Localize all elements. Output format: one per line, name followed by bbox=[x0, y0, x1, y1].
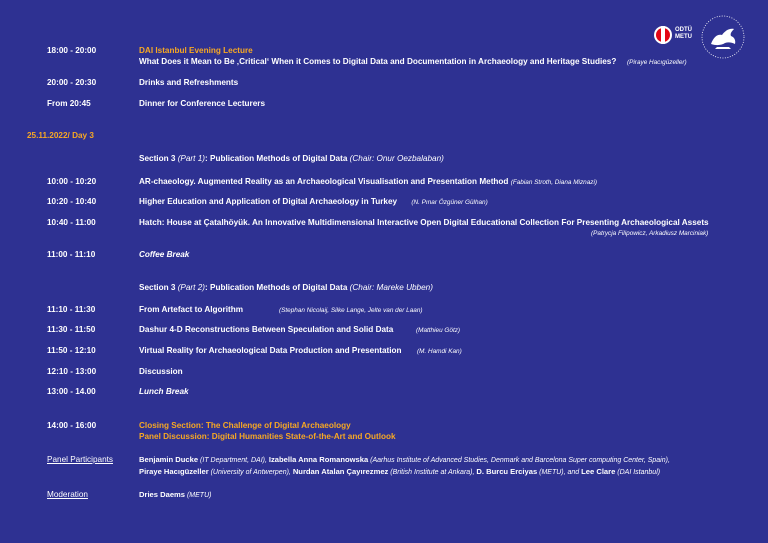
section-heading bbox=[139, 154, 444, 163]
section-title: : Publication Methods of Digital Data bbox=[205, 154, 348, 163]
participant-name: Benjamin Ducke bbox=[139, 455, 199, 464]
talk-speaker: (Stephan Nicolaij, Silke Lange, Jelte van der Laan) bbox=[279, 307, 423, 314]
participant-affiliation: (DAI Istanbul) bbox=[615, 469, 661, 476]
participant-name: Piraye Hacıgüzeller bbox=[139, 467, 209, 476]
talk-time: 10:00 - 10:20 bbox=[47, 177, 97, 186]
talk-title: Virtual Reality for Archaeological Data Production and Presentation bbox=[139, 346, 402, 355]
participant-affiliation: (Aarhus Institute of Advanced Studies, Denmark and Barcelona Super computing Center, Spain), bbox=[368, 457, 670, 464]
talk-time: 10:20 - 10:40 bbox=[47, 197, 97, 206]
moderator bbox=[139, 490, 211, 499]
dinner-label: Dinner for Conference Lecturers bbox=[139, 99, 266, 108]
talk-time: 11:50 - 12:10 bbox=[47, 346, 96, 355]
panel-participants-line2 bbox=[139, 467, 660, 476]
participant-name: Lee Clare bbox=[581, 467, 616, 476]
day-heading: 25.11.2022/ Day 3 bbox=[27, 131, 94, 140]
lunch-break-label: Lunch Break bbox=[139, 387, 189, 396]
drinks-time: 20:00 - 20:30 bbox=[47, 78, 97, 87]
odtu-logo-text: ODTÜ bbox=[675, 27, 692, 33]
participant-affiliation: (British Institute at Ankara), bbox=[388, 469, 477, 476]
evening-lecture-speaker: (Piraye Hacıgüzeller) bbox=[627, 59, 687, 66]
talk-time: 11:10 - 11:30 bbox=[47, 305, 96, 314]
moderation-label: Moderation bbox=[47, 490, 88, 499]
talk-speaker: (M. Hamdi Kan) bbox=[417, 348, 462, 355]
participant-name: Nurdan Atalan Çayırezmez bbox=[292, 467, 389, 476]
evening-lecture-title: DAI Istanbul Evening Lecture bbox=[139, 46, 253, 55]
section-chair: (Chair: Mareke Ubben) bbox=[349, 283, 433, 292]
talk-title: Dashur 4-D Reconstructions Between Speculation and Solid Data bbox=[139, 325, 394, 334]
participant-name: Izabella Anna Romanowska bbox=[268, 455, 369, 464]
panel-discussion-title: Panel Discussion: Digital Humanities State-of-the-Art and Outlook bbox=[139, 432, 396, 441]
moderator-name: Dries Daems bbox=[139, 490, 186, 499]
drinks-label: Drinks and Refreshments bbox=[139, 78, 239, 87]
talk-speaker: (N. Pınar Özgüner Gülhan) bbox=[411, 199, 488, 206]
lunch-time: 13:00 - 14.00 bbox=[47, 387, 96, 396]
section-heading bbox=[139, 283, 433, 292]
participant-name: D. Burcu Erciyas bbox=[476, 467, 538, 476]
section-part: (Part 2) bbox=[177, 283, 205, 292]
section-title: : Publication Methods of Digital Data bbox=[205, 283, 348, 292]
institute-seal-icon bbox=[700, 14, 746, 60]
talk-speaker: (Matthieu Götz) bbox=[416, 327, 461, 334]
participant-affiliation: (IT Department, DAI), bbox=[198, 457, 269, 464]
panel-participants-label: Panel Participants bbox=[47, 455, 113, 464]
participant-affiliation: (University of Antwerpen), bbox=[208, 469, 293, 476]
section-part: (Part 1) bbox=[177, 154, 205, 163]
section-prefix: Section 3 bbox=[139, 283, 176, 292]
moderator-affiliation: (METU) bbox=[185, 492, 212, 499]
coffee-time: 11:00 - 11:10 bbox=[47, 250, 96, 259]
talk-title: Higher Education and Application of Digital Archaeology in Turkey (N. Pınar Özgüner Gülhan) bbox=[139, 197, 488, 206]
metu-logo-text: METU bbox=[675, 34, 692, 40]
discussion-time: 12:10 - 13:00 bbox=[47, 367, 97, 376]
talk-speaker: (Patrycja Filipowicz, Arkadiusz Marciniak) bbox=[591, 230, 709, 237]
odtu-logo bbox=[651, 22, 695, 52]
odtu-emblem-icon bbox=[654, 26, 672, 44]
evening-lecture-time: 18:00 - 20:00 bbox=[47, 46, 97, 55]
closing-time: 14:00 - 16:00 bbox=[47, 421, 97, 430]
discussion-label: Discussion bbox=[139, 367, 183, 376]
coffee-break-label: Coffee Break bbox=[139, 250, 190, 259]
closing-section-title: Closing Section: The Challenge of Digital Archaeology bbox=[139, 421, 351, 430]
talk-title: From Artefact to Algorithm bbox=[139, 305, 244, 314]
talk-title: AR-chaeology. Augmented Reality as an Archaeological Visualisation and Presentation Method (Fabian Stroth, Diana Miznazi) bbox=[139, 177, 598, 186]
section-prefix: Section 3 bbox=[139, 154, 176, 163]
talk-time: 11:30 - 11:50 bbox=[47, 325, 96, 334]
evening-lecture-topic: What Does it Mean to Be ‚Critical‘ When it Comes to Digital Data and Documentation in Archaeology and Heritage Studies? bbox=[139, 57, 617, 66]
talk-time: 10:40 - 11:00 bbox=[47, 218, 96, 227]
dinner-time: From 20:45 bbox=[47, 99, 91, 108]
panel-participants-line1 bbox=[139, 455, 670, 464]
talk-title: Hatch: House at Çatalhöyük. An Innovative Multidimensional Interactive Open Digital Educational Collection For Presenting Archaeological Assets bbox=[139, 218, 709, 227]
participant-affiliation: (METU), and bbox=[537, 469, 582, 476]
talk-speaker: (Fabian Stroth, Diana Miznazi) bbox=[510, 179, 598, 186]
section-chair: (Chair: Onur Oezbalaban) bbox=[349, 154, 444, 163]
